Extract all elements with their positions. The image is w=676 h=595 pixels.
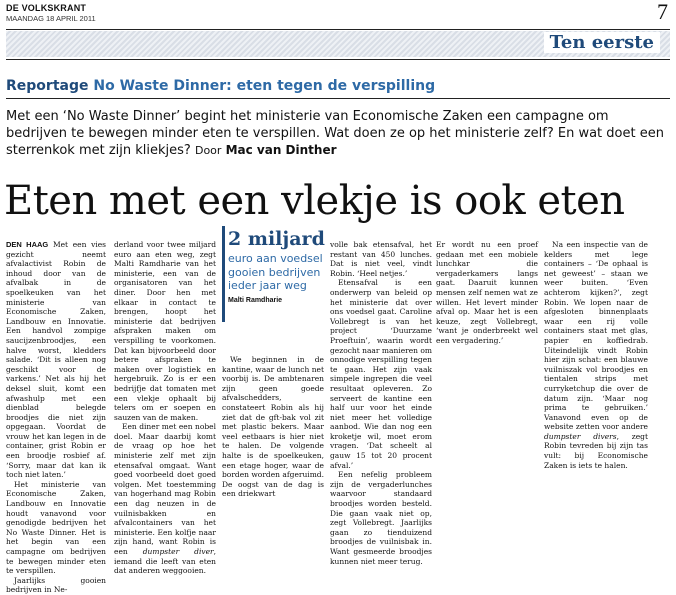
paragraph: , zegt Robin tevreden bij zijn tas vult: bij Economische Zaken is iets te halen.	[544, 431, 648, 470]
column-4	[330, 240, 432, 566]
masthead	[6, 0, 670, 27]
intro-text: Met een ‘No Waste Dinner’ begint het ministerie van Economische Zaken een campagne om bedrijven te bewegen minder eten te verspillen. Wat doen ze op het ministerie zelf? En wat doet een sterrenkok met zijn kliekjes?	[6, 109, 664, 158]
paragraph: Een nefelig probleem zijn de vergaderlunches waarvoor standaard broodjes worden besteld. Die gaan vaak niet op, zegt Vollebregt. Jaarlijks gaan zo tienduizend broodjes de vuilnisbak in. Want gesmeerde broodjes kunnen niet meer terug.	[330, 470, 432, 566]
pullquote-source: Malti Ramdharie	[228, 296, 283, 304]
paragraph: Er wordt nu een proef gedaan met een mobiele lunchkar die vergaderkamers langs gaat. Daaruit kunnen mensen zelf nemen wat ze willen. Het levert minder afval op. Maar het is een keuze, zegt Vollebregt, ‘want je onderbreekt wel een vergadering.’	[436, 240, 538, 345]
kicker-rule	[6, 98, 670, 99]
section-rule	[6, 59, 670, 60]
paragraph: We beginnen in de kantine, waar de lunch net voorbij is. De ambtenaren zijn geen goede afvalschedders, constateert Robin als hij ziet dat de gft-bak vol zit met plastic bekers. Maar veel eetbaars is hier niet te halen. De volgende halte is de spoelkeuken, een etage hoger, waar de borden worden afgeruimd. De oogst van de dag is een driekwart	[222, 355, 325, 499]
page-number: 7	[657, 0, 668, 24]
pullquote	[228, 228, 332, 304]
pullquote-text: euro aan voedsel gooien bedrijven ieder jaar weg	[228, 252, 323, 292]
paragraph: Jaarlijks gooien bedrijven in Ne-	[6, 575, 106, 595]
issue-date: MAANDAG 18 APRIL 2011	[6, 14, 96, 23]
kicker-label: Reportage	[6, 78, 89, 94]
kicker	[6, 78, 435, 94]
section-band	[6, 31, 670, 57]
kicker-title: No Waste Dinner: eten tegen de verspilling	[93, 78, 436, 94]
paragraph: Het ministerie van Economische Zaken, Landbouw en Innovatie houdt vanavond voor genodigde bedrijven het No Waste Dinner. Het is het begin van een campagne om bedrijven te bewegen minder eten te verspillen.	[6, 479, 106, 576]
column-2	[114, 240, 216, 576]
masthead-rule	[6, 29, 670, 30]
section-title: Ten eerste	[544, 32, 660, 53]
paragraph: derland voor twee miljard euro aan eten weg, zegt Malti Ramdharie van het ministerie, een van de organisatoren van het diner. Door hen met elkaar in contact te brengen, hoopt het ministerie dat bedrijven afspraken maken om verspilling te voorkomen. Dat kan bijvoorbeeld door betere afspraken te maken over logistiek en hergebruik. Zo is er een bedrijfje dat tomaten met een vlekje ophaalt bij telers om er soepen en sauzen van de maken.	[114, 240, 216, 422]
column-1	[6, 240, 106, 595]
intro	[6, 108, 670, 159]
paragraph: Een diner met een nobel doel. Maar daarbij komt de vraag op hoe het ministerie zelf met zijn etensafval omgaat. Want goed voorbeeld doet goed volgen. Met toestemming van hogerhand mag Robin een dag neuzen in de vuilnisbakken en afvalcontainers van het ministerie. Een kolfje naar zijn hand, want Robin is een	[114, 422, 216, 556]
column-3	[222, 355, 324, 499]
column-6	[544, 240, 648, 470]
column-5	[436, 240, 538, 346]
emphasis: dumpster diver	[142, 547, 214, 556]
author-name: Mac van Dinther	[225, 143, 337, 157]
newspaper-name: DE VOLKSKRANT	[6, 3, 87, 13]
headline: Eten met een vlekje is ook eten	[4, 178, 625, 224]
dateline: DEN HAAG	[6, 240, 49, 249]
paragraph: Met een vies gezicht neemt afvalactivist Robin de inhoud door van de afvalbak in de spoelkeuken van het ministerie van Economische Zaken, Landbouw en Innovatie. Een handvol zompige saucijzenbroodjes, een halve worst, kledders salade. ‘Dit is alleen nog geschikt voor de varkens.’ Net als hij het deksel sluit, komt een afwashulp met een dienblad belegde broodjes die niet zijn opgegaan. Voordat de vrouw het kan legen in de container, grist Robin er een broodje rosbief af. ‘Sorry, maar dat kan ik toch niet laten.’	[6, 240, 106, 480]
paragraph: Na een inspectie van de kelders met lege containers – ‘De ophaal is net geweest’ – staan we weer buiten. ‘Even achterom kijken?’, zegt Robin. We lopen naar de afgesloten binnenplaats waar een rij volle containers staat met glas, papier en koffiedrab. Uiteindelijk vindt Robin hier zijn schat: een blauwe vuilniszak vol broodjes en tientalen strips met curryketchup die over de datum zijn. ‘Maar nog prima te gebruiken.’ Vanavond even op de website zetten voor andere	[544, 240, 648, 432]
paragraph: volle bak etensafval, het restant van 450 lunches. Dat is niet veel, vindt Robin. ‘Heel netjes.’	[330, 240, 432, 278]
paragraph: Etensafval is een onderwerp van beleid op het ministerie dat over ons voedsel gaat. Caroline Vollebregt is van het project ‘Duurzame Proeftuin’, waarin wordt gezocht naar manieren om onnodige verspilling tegen te gaan. Het zijn vaak simpele ingrepen die veel resultaat opleveren. Zo serveert de kantine een half uur voor het einde niet meer het volledige aanbod. Wie dan nog een kroketje wil, moet erom vragen. ‘Dat scheelt al gauw 15 tot 20 procent afval.’	[330, 278, 432, 470]
pullquote-bar	[222, 226, 225, 322]
pullquote-figure: 2 miljard	[228, 228, 325, 250]
emphasis: dumpster divers	[544, 431, 617, 441]
paragraph: , iemand die leeft van eten dat anderen weggooien.	[114, 547, 216, 576]
byline-label: Door	[194, 144, 222, 157]
